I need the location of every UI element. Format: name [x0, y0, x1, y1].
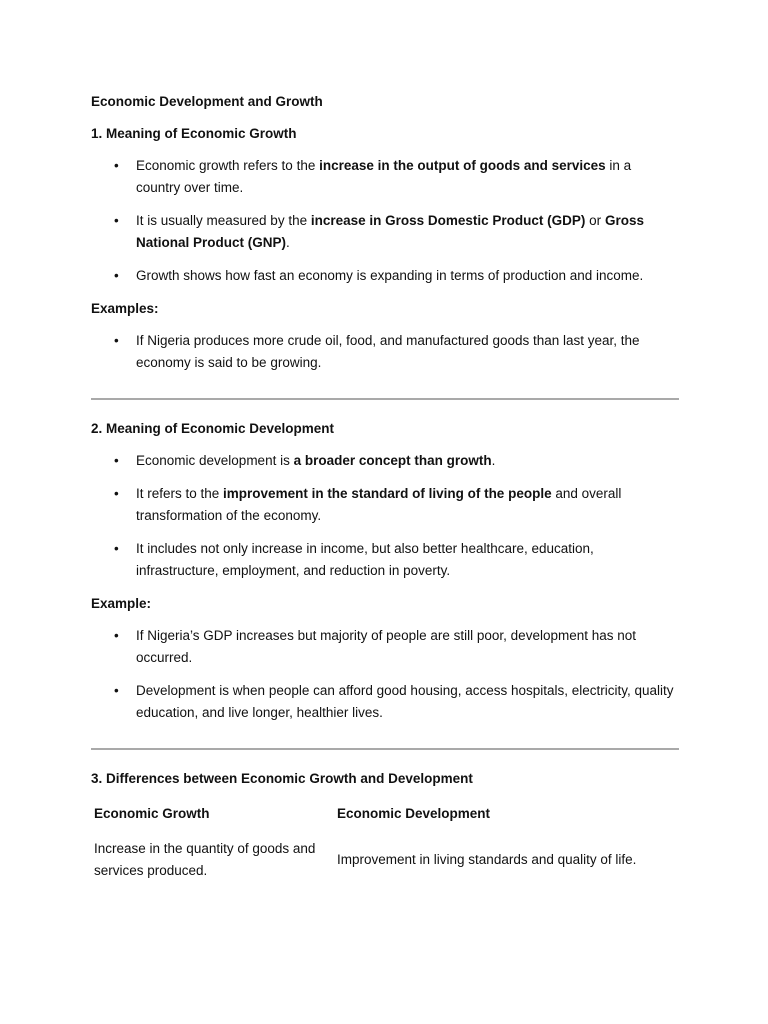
bold-text: a broader concept than growth [293, 453, 492, 468]
list-item [91, 210, 679, 254]
text: If Nigeria produces more crude oil, food, and manufactured goods than last year, the economy is said to be growing. [136, 333, 640, 370]
text: or [585, 213, 605, 228]
text: It refers to the [136, 486, 224, 501]
list-item [91, 265, 679, 287]
text: If Nigeria’s GDP increases but majority of people are still poor, development has not occurred. [136, 628, 637, 665]
list-item [91, 450, 679, 472]
bullet-list [91, 155, 679, 287]
bold-text: increase in Gross Domestic Product (GDP) [310, 213, 586, 228]
section-economic-development [91, 418, 679, 724]
example-label: Example: [91, 596, 152, 611]
table-row [91, 838, 679, 882]
bullet-list [91, 450, 679, 582]
column-header-growth: Economic Growth [94, 806, 210, 821]
example-list [91, 330, 679, 374]
text: Growth shows how fast an economy is expanding in terms of production and income. [136, 268, 644, 283]
text: It is usually measured by the [136, 213, 311, 228]
section-economic-growth [91, 123, 679, 374]
text: and overall transformation of the economy. [136, 486, 622, 523]
horizontal-divider [91, 398, 679, 400]
section-heading: 3. Differences between Economic Growth and Development [91, 771, 473, 786]
text: Development is when people can afford good housing, access hospitals, electricity, quality education, and live longer, healthier lives. [136, 683, 674, 720]
section-differences [91, 768, 679, 882]
text: Economic growth refers to the [136, 158, 320, 173]
bold-text: Gross National Product (GNP) [136, 213, 644, 250]
list-item [91, 330, 679, 374]
document-content [91, 91, 679, 882]
table-header-row [91, 802, 679, 838]
list-item [91, 155, 679, 199]
table-cell-development: Improvement in living standards and quality of life. [337, 852, 637, 867]
list-item [91, 483, 679, 527]
section-heading: 2. Meaning of Economic Development [91, 421, 335, 436]
text: Economic development is [136, 453, 294, 468]
document-title: Economic Development and Growth [91, 94, 323, 109]
examples-label: Examples: [91, 301, 159, 316]
text: It includes not only increase in income, but also better healthcare, education, infrastructure, employment, and reduction in poverty. [136, 541, 594, 578]
example-list [91, 625, 679, 724]
horizontal-divider [91, 748, 679, 750]
list-item [91, 625, 679, 669]
text: in a country over time. [136, 158, 632, 195]
comparison-table [91, 802, 679, 882]
section-heading: 1. Meaning of Economic Growth [91, 126, 297, 141]
list-item [91, 538, 679, 582]
table-cell-growth: Increase in the quantity of goods and services produced. [94, 841, 316, 878]
bold-text: improvement in the standard of living of the people [223, 486, 552, 501]
text: . [491, 453, 496, 468]
bold-text: increase in the output of goods and services [319, 158, 606, 173]
column-header-development: Economic Development [337, 806, 491, 821]
text: . [286, 235, 290, 250]
list-item [91, 680, 679, 724]
